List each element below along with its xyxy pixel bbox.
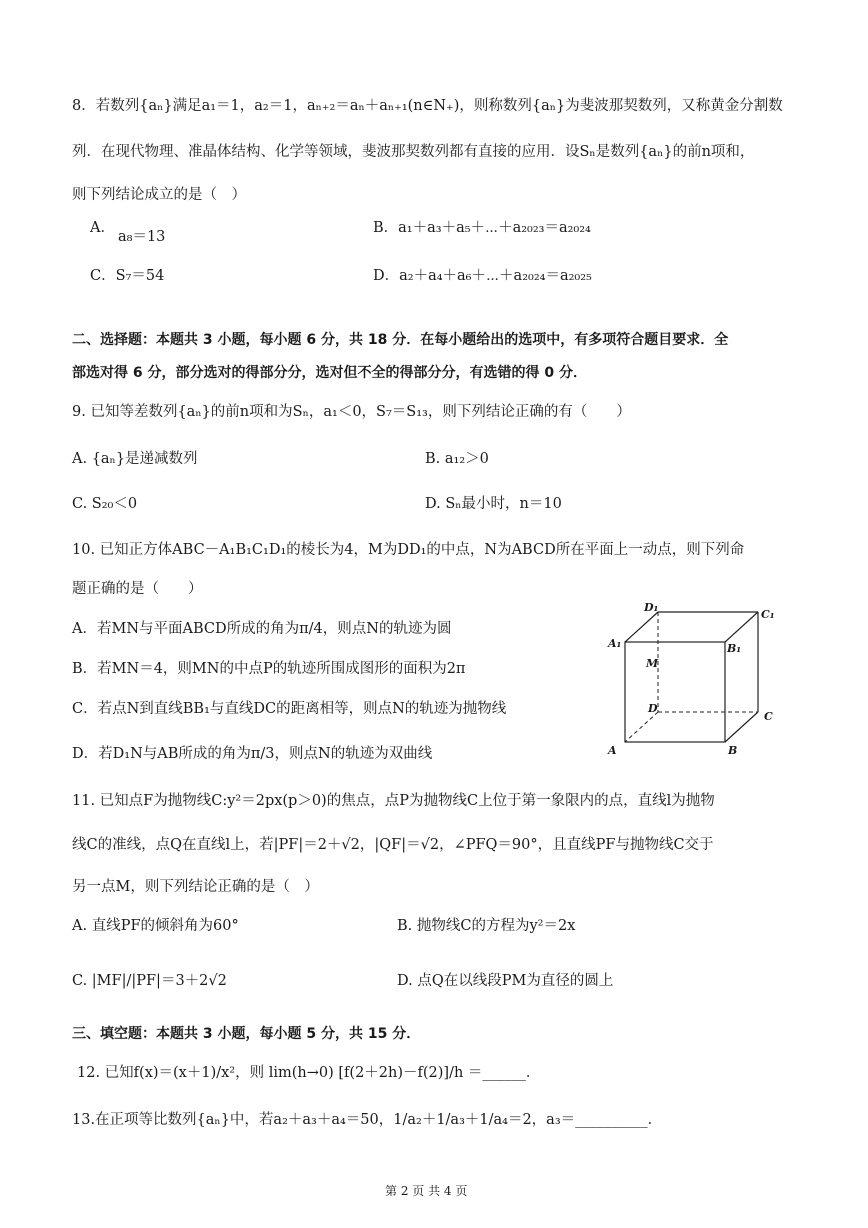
q11-option-d: D. 点Q在以线段PM为直径的圆上 [397,973,614,989]
q8-option-d: D．a₂＋a₄＋a₆＋⋯＋a₂₀₂₄＝a₂₀₂₅ [373,268,592,284]
vertex-label-c: C [764,710,773,723]
q8-stem-line-2: 列．在现代物理、准晶体结构、化学等领域，斐波那契数列都有直接的应用．设Sₙ是数列{aₙ}的前n项和， [72,144,755,160]
page-number-footer: 第 2 页 共 4 页 [385,1184,468,1198]
q10-option-d: D．若D₁N与AB所成的角为π/3，则点N的轨迹为双曲线 [72,746,433,762]
section-2-heading-line-2: 部选对得 6 分，部分选对的得部分分，选对但不全的得部分分，有选错的得 0 分． [72,365,587,381]
vertex-label-c1: C₁ [761,608,775,621]
edge-b-c [725,712,758,742]
vertex-label-a: A [608,744,617,757]
q9-option-d: D. Sₙ最小时，n＝10 [425,496,562,512]
section-3-heading: 三、填空题：本题共 3 小题，每小题 5 分，共 15 分． [72,1026,421,1042]
edge-a-d [625,712,658,742]
front-face [625,642,725,742]
q11-option-a: A. 直线PF的倾斜角为60° [72,918,239,934]
vertex-label-m: M [646,657,659,670]
q11-stem-line-3: 另一点M，则下列结论正确的是（ ） [72,879,319,895]
q11-option-c: C. |MF|/|PF|＝3＋2√2 [72,973,227,989]
vertex-label-d1: D₁ [644,601,659,614]
q9-option-c: C. S₂₀＜0 [72,496,138,512]
vertex-label-b1: B₁ [727,642,742,655]
q9-option-a: A. {aₙ}是递减数列 [72,451,198,467]
q8-option-c: C．S₇＝54 [90,268,165,284]
vertex-label-a1: A₁ [608,637,622,650]
q11-stem-line-1: 11. 已知点F为抛物线C:y²＝2px(p＞0)的焦点，点P为抛物线C上位于第一象限内的点，直线l为抛物 [72,793,715,809]
q10-option-c: C．若点N到直线BB₁与直线DC的距离相等，则点N的轨迹为抛物线 [72,701,507,717]
q8-stem-line-3: 则下列结论成立的是（ ） [72,187,246,203]
section-2-heading-line-1: 二、选择题：本题共 3 小题，每小题 6 分，共 18 分．在每小题给出的选项中，有多项符合题目要求．全 [72,332,729,348]
q9-option-b: B. a₁₂＞0 [425,451,489,467]
q10-option-a: A．若MN与平面ABCD所成的角为π/4，则点N的轨迹为圆 [72,621,452,637]
vertex-label-b: B [728,744,738,757]
edge-b1-c1 [725,612,758,642]
q13-stem: 13.在正项等比数列{aₙ}中，若a₂＋a₃＋a₄＝50，1/a₂＋1/a₃＋1/a₄＝2，a₃＝__________． [72,1112,663,1128]
q10-option-b: B．若MN＝4，则MN的中点P的轨迹所围成图形的面积为2π [72,661,466,677]
q8-option-a: a₈＝13 [118,229,166,245]
q10-stem-line-2: 题正确的是（ ） [72,581,203,597]
vertex-label-d: D [648,702,658,715]
q12-stem: 12. 已知f(x)＝(x＋1)/x²，则 lim(h→0) [f(2＋2h)－f(2)]/h ＝______． [77,1065,541,1081]
q8-option-b: B．a₁＋a₃＋a₅＋⋯＋a₂₀₂₃＝a₂₀₂₄ [373,220,591,236]
q11-stem-line-2: 线C的准线，点Q在直线l上，若|PF|＝2＋√2，|QF|＝√2，∠PFQ＝90°，且直线PF与抛物线C交于 [72,837,714,853]
q11-option-b: B. 抛物线C的方程为y²＝2x [397,918,576,934]
edge-a1-d1 [625,612,658,642]
q10-stem-line-1: 10. 已知正方体ABC－A₁B₁C₁D₁的棱长为4，M为DD₁的中点，N为ABCD所在平面上一动点，则下列命 [72,542,745,558]
q8-stem-line-1: 8．若数列{aₙ}满足a₁＝1，a₂＝1，aₙ₊₂＝aₙ＋aₙ₊₁(n∈N₊)，则称数列{aₙ}为斐波那契数列，又称黄金分割数 [72,98,783,114]
cube-figure [600,596,790,766]
q9-stem: 9. 已知等差数列{aₙ}的前n项和为Sₙ，a₁＜0，S₇＝S₁₃，则下列结论正确的有（ ） [72,404,631,420]
q8-option-a-label: A． [90,220,115,236]
